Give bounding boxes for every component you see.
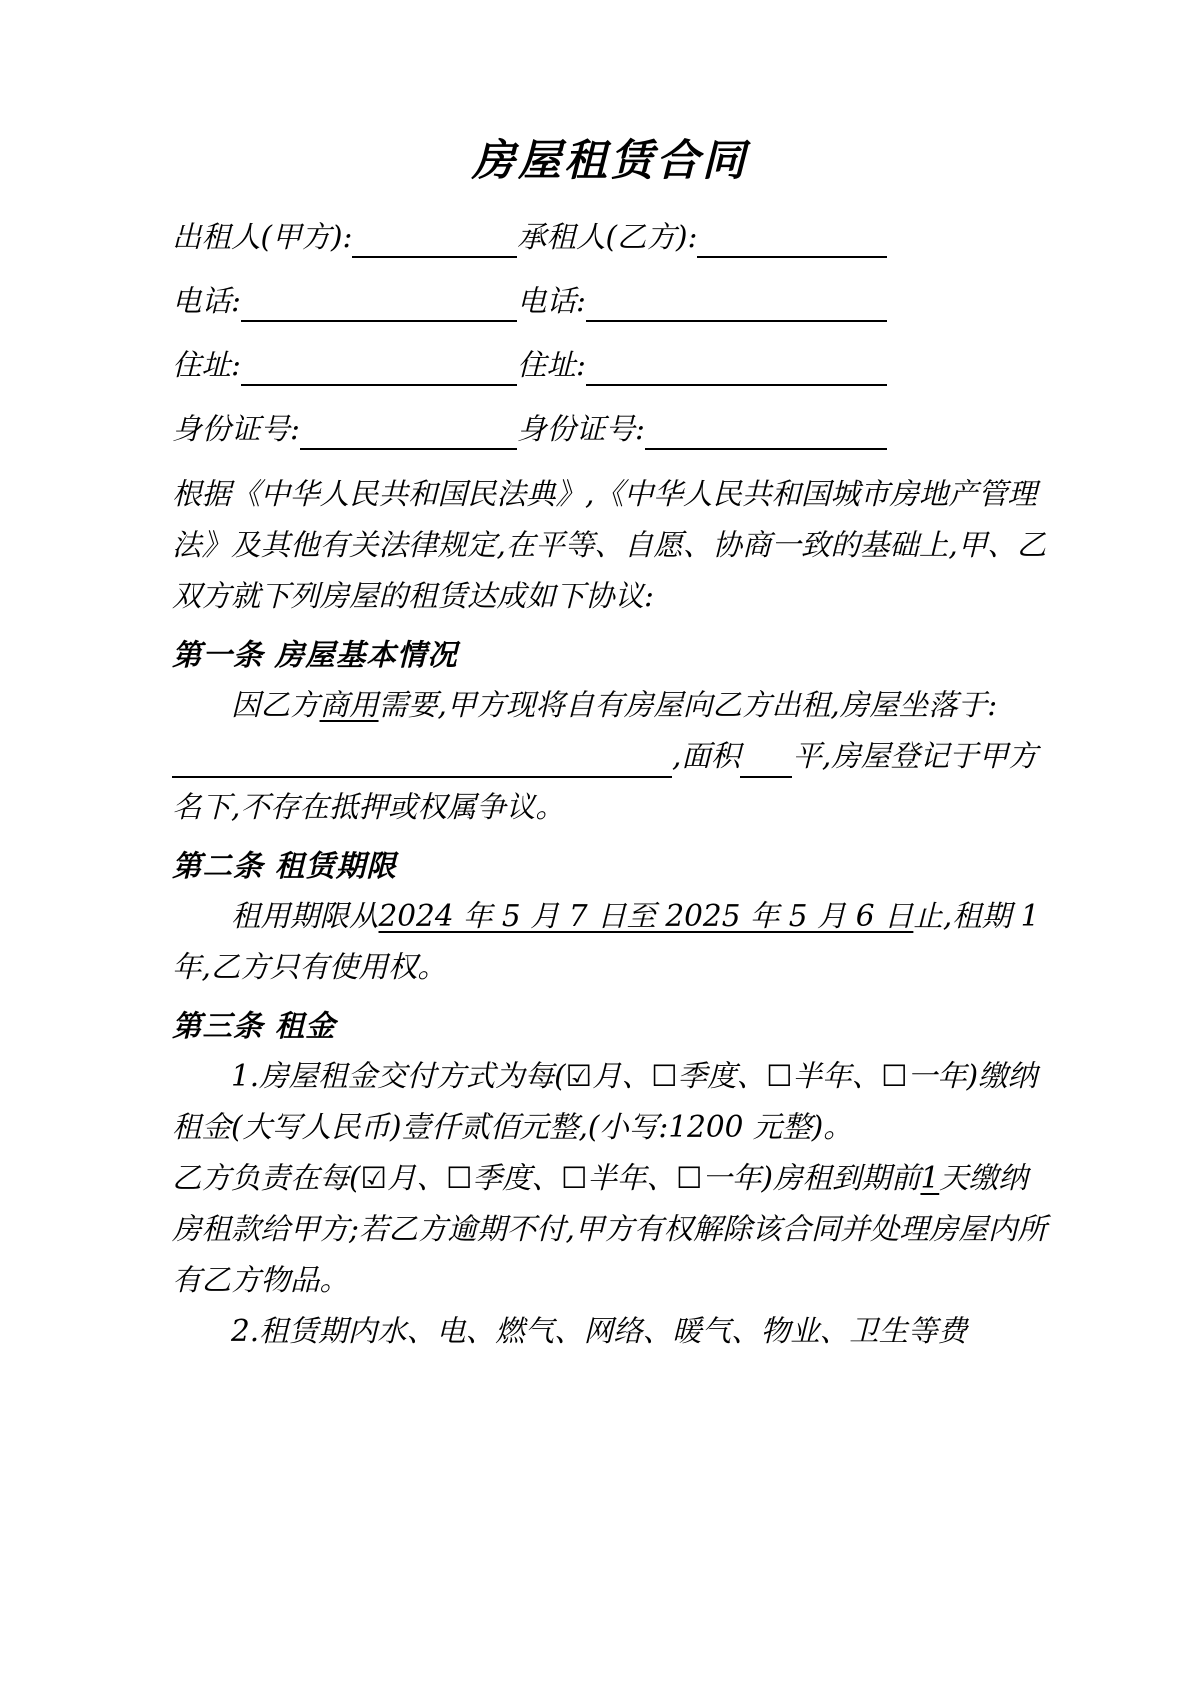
- lessor-address-input[interactable]: [241, 354, 517, 386]
- clause-2-text-a: 租用期限从: [231, 899, 379, 934]
- clause-3-item-2: [172, 1306, 1048, 1357]
- checkbox-yearly[interactable]: ☐: [881, 1059, 908, 1094]
- parties-form: [172, 212, 1048, 455]
- lessor-phone-input[interactable]: [241, 290, 517, 322]
- clause-3-item1b-mid: )房租到期前: [761, 1161, 921, 1196]
- field-lessee-address[interactable]: [517, 340, 887, 391]
- sep-6: 、: [646, 1161, 676, 1196]
- lessee-address-input[interactable]: [586, 354, 887, 386]
- checkbox-payment-yearly-label: 一年: [702, 1161, 762, 1196]
- clause-2-heading: 第二条 租赁期限: [172, 848, 397, 884]
- clause-3-item1-prefix: 1.房屋租金交付方式为每(: [231, 1059, 566, 1094]
- lessee-input[interactable]: [697, 226, 887, 258]
- checkbox-payment-halfyear-label: 半年: [587, 1161, 647, 1196]
- checkbox-halfyear-label: 半年: [792, 1059, 852, 1094]
- preamble-paragraph: 根据《中华人民共和国民法典》,《中华人民共和国城市房地产管理法》及其他有关法律规定,在平等、自愿、协商一致的基础上,甲、乙双方就下列房屋的租赁达成如下协议:: [172, 477, 1047, 614]
- sep-2: 、: [736, 1059, 767, 1094]
- property-area-input[interactable]: [740, 748, 792, 778]
- clause-3-item1b-suffix: 天缴纳房租款给甲方;若乙方逾期不付,甲方有权解除该合同并处理房屋内所有乙方物品。: [172, 1161, 1047, 1298]
- checkbox-monthly-label: 月: [592, 1059, 622, 1094]
- clause-2-text-b: 止,租期 1 年,乙方只有使用权。: [172, 899, 1040, 985]
- checkbox-payment-monthly-checked[interactable]: ☑: [360, 1161, 387, 1196]
- clause-1-body: [172, 680, 1048, 833]
- checkbox-quarterly[interactable]: ☐: [651, 1059, 678, 1094]
- lessee-id-label: 身份证号:: [517, 412, 645, 447]
- clause-1-usage: 商用: [319, 688, 379, 723]
- clause-1-heading: 第一条 房屋基本情况: [172, 637, 458, 673]
- checkbox-payment-halfyear[interactable]: ☐: [560, 1161, 588, 1196]
- lease-period-value[interactable]: 2024 年 5 月 7 日至 2025 年 5 月 6 日: [378, 899, 914, 934]
- field-lessee-phone[interactable]: [517, 276, 887, 327]
- clause-3-heading: 第三条 租金: [172, 1008, 336, 1044]
- clause-1-text-b: 需要,甲方现将自有房屋向乙方出租,房屋坐落于:: [378, 688, 998, 723]
- clause-1-text-a: 因乙方: [231, 688, 320, 723]
- lessor-phone-label: 电话:: [172, 284, 241, 319]
- checkbox-payment-yearly[interactable]: ☐: [675, 1161, 703, 1196]
- sep-3: 、: [851, 1059, 882, 1094]
- field-lessor-phone[interactable]: [172, 276, 517, 327]
- field-lessee[interactable]: [517, 212, 887, 263]
- lessor-label: 出租人(甲方):: [172, 220, 353, 255]
- checkbox-payment-quarterly-label: 季度: [472, 1161, 532, 1196]
- lessee-phone-label: 电话:: [517, 284, 586, 319]
- lessee-phone-input[interactable]: [586, 290, 887, 322]
- clause-3-item-1: [172, 1051, 1048, 1153]
- form-row-lessor-lessee: [172, 212, 1048, 263]
- lessor-id-input[interactable]: [300, 418, 517, 450]
- field-lessor-id[interactable]: [172, 404, 517, 455]
- lessor-id-label: 身份证号:: [172, 412, 300, 447]
- sep-5: 、: [531, 1161, 561, 1196]
- lessor-input[interactable]: [352, 226, 517, 258]
- form-row-phone: [172, 276, 1048, 327]
- field-lessor[interactable]: [172, 212, 517, 263]
- clause-3-item-1b: [172, 1153, 1048, 1306]
- payment-days-value[interactable]: 1: [920, 1161, 940, 1196]
- checkbox-payment-quarterly[interactable]: ☐: [446, 1161, 473, 1196]
- form-row-address: [172, 340, 1048, 391]
- clause-1-text-d: 平,房屋登记于甲方名下,不存在抵押或权属争议。: [172, 739, 1038, 825]
- lessee-label: 承租人(乙方):: [517, 220, 698, 255]
- clause-2-body: [172, 891, 1048, 993]
- checkbox-halfyear[interactable]: ☐: [766, 1059, 793, 1094]
- lessee-id-input[interactable]: [645, 418, 887, 450]
- sep-4: 、: [416, 1161, 446, 1196]
- field-lessor-address[interactable]: [172, 340, 517, 391]
- clause-3-item2-text: 2.租赁期内水、电、燃气、网络、暖气、物业、卫生等费: [231, 1314, 968, 1349]
- field-lessee-id[interactable]: [517, 404, 887, 455]
- checkbox-payment-monthly-label: 月: [386, 1161, 417, 1196]
- property-address-input[interactable]: [172, 748, 672, 778]
- checkbox-yearly-label: 一年: [907, 1059, 967, 1094]
- page-content: [172, 0, 1048, 1357]
- checkbox-monthly-checked[interactable]: ☑: [565, 1059, 593, 1094]
- clause-1-text-c: ,面积: [672, 739, 741, 774]
- page-title: 房屋租赁合同: [472, 136, 748, 186]
- form-row-id-number: [172, 404, 1048, 455]
- lessee-address-label: 住址:: [517, 348, 586, 383]
- clause-3-item1b-prefix: 乙方负责在每(: [172, 1161, 361, 1196]
- lessor-address-label: 住址:: [172, 348, 241, 383]
- clause-3-item1-suffix: )缴纳租金(大写人民币)壹仟贰佰元整,(小写:1200 元整)。: [172, 1059, 1038, 1145]
- sep-1: 、: [621, 1059, 652, 1094]
- checkbox-quarterly-label: 季度: [677, 1059, 737, 1094]
